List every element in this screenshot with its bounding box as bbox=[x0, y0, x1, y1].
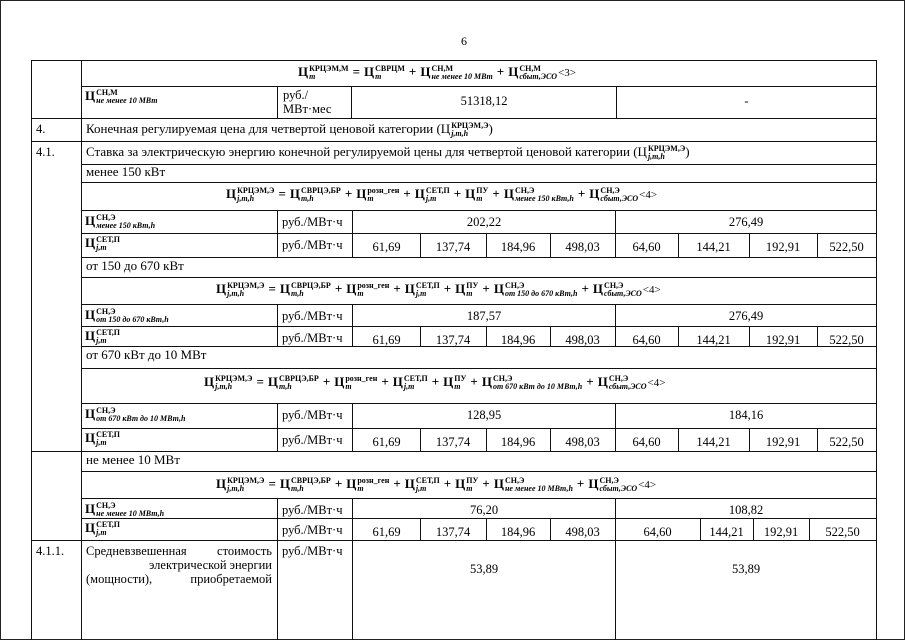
band-4-f-t5: Ц СН,Э не менее 10 МВт,h bbox=[493, 476, 573, 494]
band-3-set-sup: СЕТ,П bbox=[96, 430, 120, 440]
band-1-set-sup: СЕТ,П bbox=[96, 235, 120, 245]
band-3-f-t3-sub: j,m bbox=[403, 382, 415, 392]
band-2-f-t2-sub: m bbox=[357, 289, 364, 299]
band-1-f-lhs-sup: КРЦЭМ,Э bbox=[237, 186, 275, 196]
band-1-f-t5-op: + bbox=[492, 186, 500, 201]
value-sn-m: 51318,12 bbox=[460, 94, 508, 108]
band-2-set-value-4: 498,03 bbox=[565, 333, 600, 347]
band-2-label: от 150 до 670 кВт bbox=[86, 258, 184, 273]
band-4-f-note: <4> bbox=[638, 479, 657, 491]
band-2-f-t1-sup: СВРЦЭ,БР bbox=[290, 281, 331, 291]
page-number: 6 bbox=[461, 34, 467, 48]
band-2-set-value-6: 144,21 bbox=[696, 333, 731, 347]
formula-m-term-2-sub: не менее 10 МВт bbox=[431, 72, 493, 82]
band-1-f-t5-sub: менее 150 кВт,h bbox=[514, 194, 574, 204]
band-2-f-t4: Ц ПУ m bbox=[455, 281, 479, 299]
band-2-set-value-3: 184,96 bbox=[500, 333, 536, 347]
band-1-set-value-1: 61,69 bbox=[372, 240, 401, 254]
band-4-set-sup: СЕТ,П bbox=[96, 520, 120, 530]
band-3-f-t2: Ц розн_ген m bbox=[334, 374, 378, 392]
band-4-set-value-5: 64,60 bbox=[643, 525, 672, 539]
band-2-f-t5-op: + bbox=[482, 281, 490, 296]
band-1-f-t6-sub: сбыт,ЭСО bbox=[600, 194, 639, 204]
band-1-f-t4-op: + bbox=[453, 186, 462, 201]
band-1-f-t4: Ц ПУ m bbox=[465, 186, 489, 204]
band-2-set-value-7: 192,91 bbox=[765, 333, 801, 347]
formula-m-lhs-sub: m bbox=[309, 72, 316, 82]
band-4-f-t4-sup: ПУ bbox=[466, 476, 479, 486]
formula-m-term-1-op: = bbox=[352, 64, 360, 79]
band-2-set-symbol: Ц СЕТ,П j,m bbox=[85, 328, 120, 346]
band-3-f-t4: Ц ПУ m bbox=[443, 374, 467, 392]
band-4-f-lhs-sup: КРЦЭМ,Э bbox=[227, 476, 265, 486]
band-2-f-t4-op: + bbox=[443, 281, 452, 296]
section-4-title: Конечная регулируемая цена для четвертой ценовой категории (Ц КРЦЭМ,Э j,m,h ) bbox=[86, 121, 493, 139]
unit-rub-mw-month: руб./ МВт·мес bbox=[283, 88, 332, 116]
band-1-f-lhs: Ц КРЦЭМ,Э j,m,h bbox=[226, 186, 275, 204]
band-4-f-t3-sup: СЕТ,П bbox=[415, 476, 440, 486]
band-1-f-note: <4> bbox=[639, 189, 658, 201]
band-1-set-value-6: 144,21 bbox=[696, 240, 731, 254]
band-2-set-value-2: 137,74 bbox=[435, 333, 471, 347]
band-3-f-t2-sub: m bbox=[345, 382, 352, 392]
band-1-f-t3-sup: СЕТ,П bbox=[425, 186, 450, 196]
band-1-sn-sub: менее 150 кВт,h bbox=[96, 221, 156, 231]
band-1-set-unit: руб./МВт·ч bbox=[282, 238, 343, 252]
section-4-1-number: 4.1. bbox=[36, 145, 55, 159]
band-3-set-sub: j,m bbox=[96, 438, 107, 448]
band-1-f-t3: Ц СЕТ,П j,m bbox=[414, 186, 450, 204]
band-2-f-t3-sub: j,m bbox=[415, 289, 427, 299]
band-2-sn-value-1: 187,57 bbox=[466, 309, 502, 323]
band-4-formula bbox=[216, 476, 656, 493]
band-4-f-t4: Ц ПУ m bbox=[455, 476, 479, 494]
band-4-f-t4-op: + bbox=[443, 476, 452, 491]
band-4-sn-value-1: 76,20 bbox=[469, 503, 499, 517]
band-1-f-t4-sub: m bbox=[476, 194, 483, 204]
band-4-f-lhs: Ц КРЦЭМ,Э j,m,h bbox=[216, 476, 265, 494]
band-2-f-lhs: Ц КРЦЭМ,Э j,m,h bbox=[216, 281, 265, 299]
band-3-f-lhs: Ц КРЦЭМ,Э j,m,h bbox=[204, 374, 253, 392]
band-3-f-t1-sub: m,h bbox=[278, 382, 292, 392]
band-1-f-t1-sub: m,h bbox=[300, 194, 314, 204]
band-3-set-unit: руб./МВт·ч bbox=[282, 433, 343, 447]
band-2-f-t6-op: + bbox=[581, 281, 589, 296]
band-2-f-t6-sub: сбыт,ЭСО bbox=[604, 289, 642, 299]
formula-m-term-2-op: + bbox=[408, 64, 417, 79]
row-4-1-1-line-2: электрической энергии bbox=[149, 558, 272, 572]
band-4-set-value-4: 498,03 bbox=[565, 525, 600, 539]
band-2-f-t1: Ц СВРЦЭ,БР m,h bbox=[279, 281, 331, 299]
band-1-f-t3-sub: j,m bbox=[425, 194, 437, 204]
band-3-sn-symbol: Ц СН,Э от 670 кВт до 10 МВт,h bbox=[85, 406, 186, 424]
band-2-f-note: <4> bbox=[642, 284, 661, 296]
value-sn-m-dash: - bbox=[744, 94, 749, 108]
section-4-number: 4. bbox=[36, 122, 46, 136]
band-3-f-t2-op: + bbox=[322, 374, 331, 389]
band-4-set-value-2: 137,74 bbox=[435, 525, 471, 539]
band-4-f-t5-op: + bbox=[482, 476, 490, 491]
band-3-set-symbol: Ц СЕТ,П j,m bbox=[85, 430, 120, 448]
band-2-f-t2-sup: розн_ген bbox=[357, 281, 390, 291]
band-1-set-sub: j,m bbox=[96, 243, 107, 253]
band-4-f-t1-sup: СВРЦЭ,БР bbox=[290, 476, 331, 486]
band-4-set-sub: j,m bbox=[96, 528, 107, 538]
band-4-f-t2-sub: m bbox=[357, 484, 364, 494]
band-2-sn-symbol: Ц СН,Э от 150 до 670 кВт,h bbox=[85, 307, 169, 325]
band-3-label: от 670 кВт до 10 МВт bbox=[86, 347, 207, 362]
band-2-f-t5: Ц СН,Э от 150 до 670 кВт,h bbox=[493, 281, 578, 299]
band-2-set-sup: СЕТ,П bbox=[96, 328, 120, 338]
formula-m-term-2-sup: СН,М bbox=[431, 64, 453, 74]
band-4-f-t3: Ц СЕТ,П j,m bbox=[404, 476, 440, 494]
band-4-sn-value-2: 108,82 bbox=[728, 503, 764, 517]
band-3-formula bbox=[204, 374, 665, 391]
band-1-f-t5: Ц СН,Э менее 150 кВт,h bbox=[503, 186, 574, 204]
band-1-set-symbol: Ц СЕТ,П j,m bbox=[85, 235, 120, 253]
row-4-1-1-value-2: 53,89 bbox=[731, 562, 761, 576]
band-3-f-t6-op: + bbox=[586, 374, 594, 389]
band-3-sn-value-2: 184,16 bbox=[728, 408, 764, 422]
band-3-f-t5-sub: от 670 кВт до 10 МВт,h bbox=[492, 382, 583, 392]
band-3-f-t2-sup: розн_ген bbox=[345, 374, 378, 384]
band-3-f-t4-op: + bbox=[431, 374, 440, 389]
band-3-set-value-8: 522,50 bbox=[829, 435, 864, 449]
band-1-label: менее 150 кВт bbox=[86, 164, 166, 179]
band-2-set-unit: руб./МВт·ч bbox=[282, 331, 343, 345]
band-3-set-value-7: 192,91 bbox=[765, 435, 801, 449]
formula-krcem-m bbox=[298, 64, 576, 81]
band-4-set-value-8: 522,50 bbox=[825, 525, 860, 539]
band-4-f-lhs-sub: j,m,h bbox=[227, 484, 245, 494]
band-3-sn-unit: руб./МВт·ч bbox=[282, 408, 343, 422]
band-4-f-t2-sup: розн_ген bbox=[357, 476, 390, 486]
band-1-f-t3-op: + bbox=[403, 186, 411, 201]
band-2-set-value-8: 522,50 bbox=[829, 333, 864, 347]
band-2-f-t6: Ц СН,Э сбыт,ЭСО bbox=[592, 281, 642, 299]
band-1-sn-sup: СН,Э bbox=[96, 213, 116, 223]
band-4-f-t4-sub: m bbox=[466, 484, 473, 494]
band-2-f-t3-op: + bbox=[393, 281, 401, 296]
band-2-set-value-5: 64,60 bbox=[632, 333, 661, 347]
band-3-f-t5-sup: СН,Э bbox=[492, 374, 513, 384]
band-4-sn-sub: не менее 10 МВт,h bbox=[96, 509, 165, 519]
band-1-set-value-2: 137,74 bbox=[435, 240, 471, 254]
band-1-set-value-8: 522,50 bbox=[829, 240, 864, 254]
band-3-f-t6: Ц СН,Э сбыт,ЭСО bbox=[597, 374, 647, 392]
band-2-sn-sub: от 150 до 670 кВт,h bbox=[96, 315, 169, 325]
section-4-1-title: Ставка за электрическую энергию конечной регулируемой цены для четвертой ценовой категории (Ц КРЦЭМ,Э j,m,h ) bbox=[86, 144, 690, 162]
band-4-label: не менее 10 МВт bbox=[86, 452, 180, 467]
band-1-f-t1: Ц СВРЦЭ,БР m,h bbox=[289, 186, 341, 204]
band-3-f-t5-op: + bbox=[470, 374, 478, 389]
band-2-f-t4-sup: ПУ bbox=[466, 281, 479, 291]
band-4-f-t2-op: + bbox=[334, 476, 343, 491]
band-1-sn-value-1: 202,22 bbox=[466, 215, 502, 229]
band-3-f-t6-sup: СН,Э bbox=[608, 374, 629, 384]
band-2-set-value-1: 61,69 bbox=[372, 333, 401, 347]
band-2-f-t5-sub: от 150 до 670 кВт,h bbox=[504, 289, 578, 299]
band-3-f-t5: Ц СН,Э от 670 кВт до 10 МВт,h bbox=[481, 374, 583, 392]
band-1-f-t6-op: + bbox=[577, 186, 586, 201]
band-2-sn-value-2: 276,49 bbox=[728, 309, 764, 323]
band-3-f-t1-sup: СВРЦЭ,БР bbox=[278, 374, 319, 384]
band-4-f-t6-sup: СН,Э bbox=[599, 476, 619, 486]
formula-m-term-3-sup: СН,М bbox=[519, 64, 541, 74]
band-3-set-value-2: 137,74 bbox=[435, 435, 471, 449]
band-2-f-t3: Ц СЕТ,П j,m bbox=[404, 281, 440, 299]
band-2-f-t6-sup: СН,Э bbox=[604, 281, 624, 291]
band-2-formula bbox=[216, 281, 661, 298]
band-4-set-value-1: 61,69 bbox=[372, 525, 401, 539]
band-4-set-value-7: 192,91 bbox=[763, 525, 799, 539]
band-1-sn-unit: руб./МВт·ч bbox=[282, 215, 343, 229]
band-2-sn-unit: руб./МВт·ч bbox=[282, 309, 343, 323]
symbol-sn-m: Ц СН,М не менее 10 МВт bbox=[85, 88, 158, 106]
band-3-f-lhs-sub: j,m,h bbox=[215, 382, 233, 392]
band-1-f-t5-sup: СН,Э bbox=[514, 186, 535, 196]
band-2-f-t2: Ц розн_ген m bbox=[346, 281, 390, 299]
band-1-set-value-3: 184,96 bbox=[500, 240, 536, 254]
band-4-sn-symbol: Ц СН,Э не менее 10 МВт,h bbox=[85, 501, 165, 519]
band-1-f-t4-sup: ПУ bbox=[476, 186, 489, 196]
formula-m-term-1-sup: СВРЦМ bbox=[375, 64, 405, 74]
band-4-f-t5-sup: СН,Э bbox=[504, 476, 525, 486]
band-3-f-t3-sup: СЕТ,П bbox=[403, 374, 428, 384]
band-2-f-t2-op: + bbox=[334, 281, 343, 296]
band-3-f-note: <4> bbox=[647, 377, 666, 389]
band-4-f-t2: Ц розн_ген m bbox=[346, 476, 390, 494]
band-3-f-t3: Ц СЕТ,П j,m bbox=[392, 374, 428, 392]
row-4-1-1-number: 4.1.1. bbox=[36, 544, 65, 558]
band-1-f-t2: Ц розн_ген m bbox=[356, 186, 400, 204]
band-4-f-t3-sub: j,m bbox=[415, 484, 427, 494]
band-1-set-value-4: 498,03 bbox=[565, 240, 600, 254]
band-1-set-value-7: 192,91 bbox=[765, 240, 801, 254]
band-1-f-t6: Ц СН,Э сбыт,ЭСО bbox=[589, 186, 639, 204]
band-3-f-t1-op: = bbox=[256, 374, 264, 389]
band-2-f-t3-sup: СЕТ,П bbox=[415, 281, 440, 291]
band-2-f-lhs-sup: КРЦЭМ,Э bbox=[227, 281, 265, 291]
formula-m-lhs: Ц КРЦЭМ,М m bbox=[298, 64, 349, 82]
band-4-f-t1: Ц СВРЦЭ,БР m,h bbox=[279, 476, 331, 494]
band-1-f-t2-op: + bbox=[344, 186, 353, 201]
formula-m-term-1-sub: m bbox=[375, 72, 382, 82]
band-2-f-t1-op: = bbox=[268, 281, 276, 296]
row-4-1-1-line-1: Средневзвешенная стоимость bbox=[86, 544, 272, 558]
formula-m-term-3-op: + bbox=[496, 64, 505, 79]
band-2-f-t5-sup: СН,Э bbox=[504, 281, 525, 291]
band-1-set-value-5: 64,60 bbox=[632, 240, 661, 254]
formula-m-lhs-sup: КРЦЭМ,М bbox=[309, 64, 349, 74]
band-3-f-t6-sub: сбыт,ЭСО bbox=[608, 382, 647, 392]
band-3-sn-value-1: 128,95 bbox=[466, 408, 502, 422]
band-3-set-value-4: 498,03 bbox=[565, 435, 600, 449]
band-2-set-sub: j,m bbox=[96, 336, 107, 346]
band-4-set-value-6: 144,21 bbox=[709, 525, 744, 539]
band-1-formula bbox=[226, 186, 657, 203]
band-3-f-t3-op: + bbox=[381, 374, 389, 389]
band-1-f-t2-sub: m bbox=[367, 194, 374, 204]
band-3-set-value-1: 61,69 bbox=[372, 435, 401, 449]
band-4-f-t1-sub: m,h bbox=[290, 484, 304, 494]
band-2-f-t4-sub: m bbox=[466, 289, 473, 299]
band-4-sn-sup: СН,Э bbox=[96, 501, 116, 511]
band-4-f-t3-op: + bbox=[393, 476, 401, 491]
band-3-set-value-6: 144,21 bbox=[696, 435, 731, 449]
band-1-f-t1-sup: СВРЦЭ,БР bbox=[300, 186, 341, 196]
band-4-f-t1-op: = bbox=[268, 476, 276, 491]
formula-m-term-3-sub: сбыт,ЭСО bbox=[519, 72, 558, 82]
formula-m-term-1: Ц СВРЦМ m bbox=[363, 64, 405, 82]
band-1-f-t1-op: = bbox=[278, 186, 286, 201]
band-4-f-t6: Ц СН,Э сбыт,ЭСО bbox=[588, 476, 638, 494]
band-1-f-t6-sup: СН,Э bbox=[600, 186, 620, 196]
formula-m-note: <3> bbox=[558, 67, 576, 79]
row-4-1-1-line-3: (мощности), приобретаемой bbox=[86, 572, 272, 586]
row-4-1-1-value-1: 53,89 bbox=[469, 562, 499, 576]
band-4-set-value-3: 184,96 bbox=[500, 525, 536, 539]
band-3-set-value-3: 184,96 bbox=[500, 435, 536, 449]
band-2-f-t1-sub: m,h bbox=[290, 289, 304, 299]
formula-m-term-3: Ц СН,М сбыт,ЭСО bbox=[508, 64, 558, 82]
band-4-set-symbol: Ц СЕТ,П j,m bbox=[85, 520, 120, 538]
band-1-f-t2-sup: розн_ген bbox=[367, 186, 400, 196]
band-3-sn-sup: СН,Э bbox=[96, 406, 116, 416]
formula-m-term-2: Ц СН,М не менее 10 МВт bbox=[420, 64, 493, 82]
band-3-set-value-5: 64,60 bbox=[632, 435, 661, 449]
band-2-f-lhs-sub: j,m,h bbox=[227, 289, 245, 299]
band-4-f-t5-sub: не менее 10 МВт,h bbox=[504, 484, 573, 494]
band-3-f-t4-sub: m bbox=[454, 382, 461, 392]
band-4-f-t6-sub: сбыт,ЭСО bbox=[599, 484, 638, 494]
band-2-sn-sup: СН,Э bbox=[96, 307, 116, 317]
band-1-sn-value-2: 276,49 bbox=[728, 215, 764, 229]
band-4-set-unit: руб./МВт·ч bbox=[282, 523, 343, 537]
band-3-f-lhs-sup: КРЦЭМ,Э bbox=[215, 374, 253, 384]
band-1-f-lhs-sub: j,m,h bbox=[237, 194, 255, 204]
band-3-f-t4-sup: ПУ bbox=[454, 374, 467, 384]
band-3-sn-sub: от 670 кВт до 10 МВт,h bbox=[96, 414, 186, 424]
band-4-f-t6-op: + bbox=[576, 476, 585, 491]
band-4-sn-unit: руб./МВт·ч bbox=[282, 503, 343, 517]
band-1-sn-symbol: Ц СН,Э менее 150 кВт,h bbox=[85, 213, 156, 231]
band-3-f-t1: Ц СВРЦЭ,БР m,h bbox=[267, 374, 319, 392]
row-4-1-1-unit: руб./МВт·ч bbox=[282, 544, 343, 558]
